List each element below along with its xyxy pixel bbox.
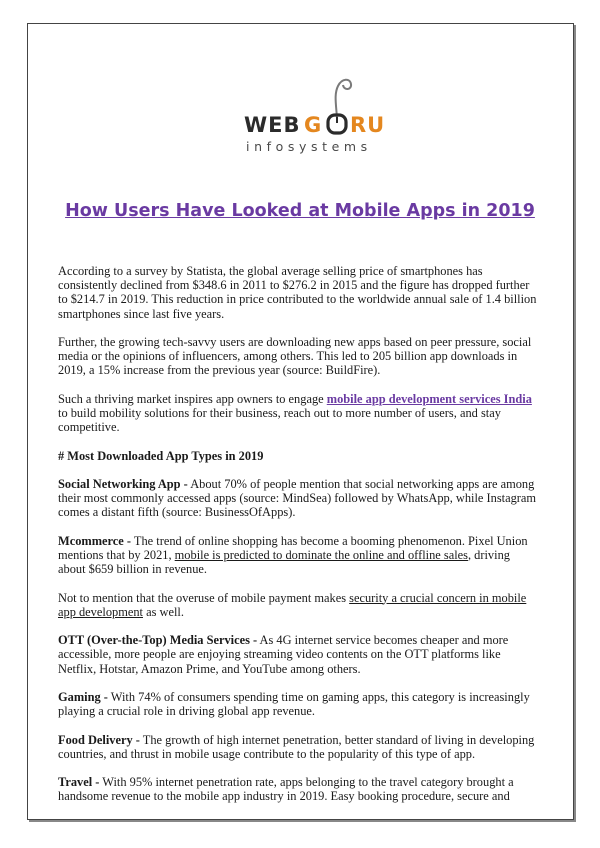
page-title: How Users Have Looked at Mobile Apps in 2019 — [65, 201, 535, 221]
mobile-sales-link[interactable]: mobile is predicted to dominate the online and offline sales — [174, 547, 468, 562]
market-paragraph: Such a thriving market inspires app owners to engage mobile app development services India to build mobility solutions for their business, reach out to more number of users, and stay competitive. — [58, 391, 532, 435]
logo-wordmark-g: G — [304, 113, 322, 137]
ott-paragraph: OTT (Over-the-Top) Media Services - As 4G internet service becomes cheaper and more accessible, more people are enjoying streaming video contents on the OTT platforms like Netflix, Hotstar, Amazon Prime, and YouTube among others. — [58, 633, 509, 676]
payment-paragraph: Not to mention that the overuse of mobile payment makes security a crucial concern in mobile app development as well. — [58, 590, 527, 619]
logo-wordmark-web: WEB — [244, 113, 301, 137]
mouse-cable-icon — [336, 80, 351, 118]
logo-tagline: infosystems — [246, 139, 372, 154]
downloads-paragraph: Further, the growing tech-savvy users are downloading new apps based on peer pressure, social media or the opinions of influencers, among others. This led to 205 billion app downloads in 2019, a 15% increase from the previous year (source: BuildFire). — [58, 335, 532, 378]
mcommerce-paragraph: Mcommerce - The trend of online shopping has become a booming phenomenon. Pixel Union mentions that by 2021, mobile is predicted to dominate the online and offline sales, driving about $659 billion in revenue. — [58, 533, 528, 577]
gaming-paragraph: Gaming - With 74% of consumers spending time on gaming apps, this category is increasingly playing a crucial role in driving global app revenue. — [58, 689, 530, 719]
mobile-app-development-link[interactable]: mobile app development services India — [326, 391, 532, 406]
section-heading: # Most Downloaded App Types in 2019 — [58, 448, 264, 463]
intro-paragraph: According to a survey by Statista, the global average selling price of smartphones has consistently declined from $348.6 in 2011 to $276.2 in 2015 and the figure has dropped further to $214.7 in 2019. This reduction in price contributed to the worldwide annual sale of 1.4 billion smartphones since last five years. — [58, 264, 537, 321]
logo-graphic — [240, 74, 408, 156]
logo-wordmark-ru: RU — [350, 113, 386, 137]
travel-paragraph: Travel - With 95% internet penetration rate, apps belonging to the travel category brought a handsome revenue to the mobile app industry in 2019. Easy booking procedure, secure and — [58, 775, 514, 804]
webguru-logo — [240, 74, 408, 156]
food-delivery-paragraph: Food Delivery - The growth of high internet penetration, better standard of living in developing countries, and thrust in mobile usage contribute to the popularity of this type of app. — [58, 732, 535, 761]
security-concern-link[interactable]: security a crucial concern in mobile app development — [58, 590, 527, 619]
social-networking-paragraph: Social Networking App - About 70% of people mention that social networking apps are among their most commonly accessed apps (source: MindSea) followed by WhatsApp, while Instagram comes a distant fifth (source: BusinessOfApps). — [58, 476, 537, 520]
article-body — [58, 264, 540, 818]
